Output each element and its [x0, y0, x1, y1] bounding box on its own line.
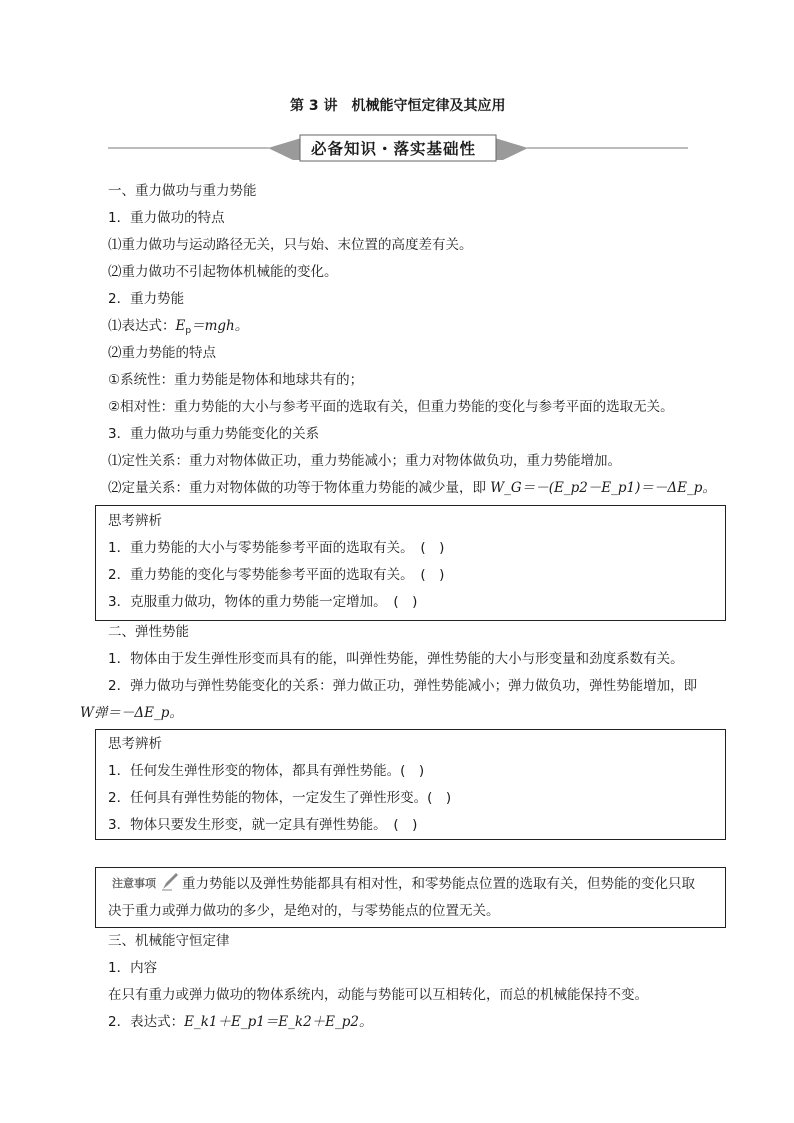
p8-formula: W_G＝－(E_p2－E_p1)＝－ΔE_p。: [490, 480, 716, 496]
section2-p1: 1．物体由于发生弹性形变而具有的能，叫弹性势能，弹性势能的大小与形变量和劲度系数有关。: [108, 651, 684, 667]
section2-p3: W弹＝－ΔE_p。: [80, 705, 183, 721]
section1-p1: ⑴重力做功与运动路径无关，只与始、末位置的高度差有关。: [108, 237, 473, 253]
section1-p6: ②相对性：重力势能的大小与参考平面的选取有关，但重力势能的变化与参考平面的选取无关。: [108, 399, 674, 415]
think1-item: 2．重力势能的变化与零势能参考平面的选取有关。 ( ): [108, 567, 445, 583]
note-line1: 重力势能以及弹性势能都具有相对性，和零势能点位置的选取有关，但势能的变化只取: [182, 876, 695, 892]
p3-sub: p: [185, 326, 192, 336]
think2-title: 思考辨析: [108, 736, 162, 752]
section1-heading: 一、重力做功与重力势能: [108, 183, 257, 199]
section1-p7: ⑴定性关系：重力对物体做正功，重力势能减小；重力对物体做负功，重力势能增加。: [108, 453, 621, 469]
think1-item: 3．克服重力做功，物体的重力势能一定增加。 ( ): [108, 594, 418, 610]
section3-sub1: 1．内容: [108, 960, 158, 976]
think2-item: 2．任何具有弹性势能的物体，一定发生了弹性形变。( ): [108, 790, 452, 806]
think2-item: 1．任何发生弹性形变的物体，都具有弹性势能。( ): [108, 763, 425, 779]
section1-sub2: 2．重力势能: [108, 291, 185, 307]
section1-p4: ⑵重力势能的特点: [108, 345, 216, 361]
section2-heading: 二、弹性势能: [108, 624, 189, 640]
sub2-prefix: 2．表达式：: [108, 1014, 185, 1030]
p3-formula: E: [175, 318, 186, 334]
section1-sub3: 3．重力做功与重力势能变化的关系: [108, 426, 320, 442]
banner-text: 必备知识・落实基础性: [311, 140, 477, 158]
section1-sub1: 1．重力做功的特点: [108, 210, 225, 226]
note-line2: 决于重力或弹力做功的多少，是绝对的，与零势能点的位置无关。: [108, 903, 500, 919]
p3-prefix: ⑴表达式：: [108, 318, 176, 334]
section1-p8: [108, 479, 716, 497]
section3-p1: 在只有重力或弹力做功的物体系统内，动能与势能可以互相转化，而总的机械能保持不变。: [108, 987, 648, 1003]
think2-item: 3．物体只要发生形变，就一定具有弹性势能。 ( ): [108, 817, 418, 833]
page-title: 第 3 讲 机械能守恒定律及其应用: [290, 98, 506, 114]
section1-p3: [108, 317, 248, 340]
sub2-formula: E_k1＋E_p1＝E_k2＋E_p2。: [184, 1014, 373, 1030]
section1-p2: ⑵重力做功不引起物体机械能的变化。: [108, 264, 338, 280]
section2-p2: 2．弹力做功与弹性势能变化的关系：弹力做正功，弹性势能减小；弹力做负功，弹性势能增加，即: [108, 678, 698, 694]
think1-title: 思考辨析: [108, 513, 162, 529]
section1-p5: ①系统性：重力势能是物体和地球共有的；: [108, 372, 364, 388]
p8-prefix: ⑵定量关系：重力对物体做的功等于物体重力势能的减少量，即: [108, 480, 491, 496]
note-label: 注意事项: [112, 877, 156, 890]
section3-sub2: [108, 1013, 373, 1031]
pen-icon: [160, 871, 180, 891]
p3-rest: ＝mgh。: [191, 318, 249, 334]
section3-heading: 三、机械能守恒定律: [108, 933, 230, 949]
think1-item: 1．重力势能的大小与零势能参考平面的选取有关。 ( ): [108, 540, 445, 556]
